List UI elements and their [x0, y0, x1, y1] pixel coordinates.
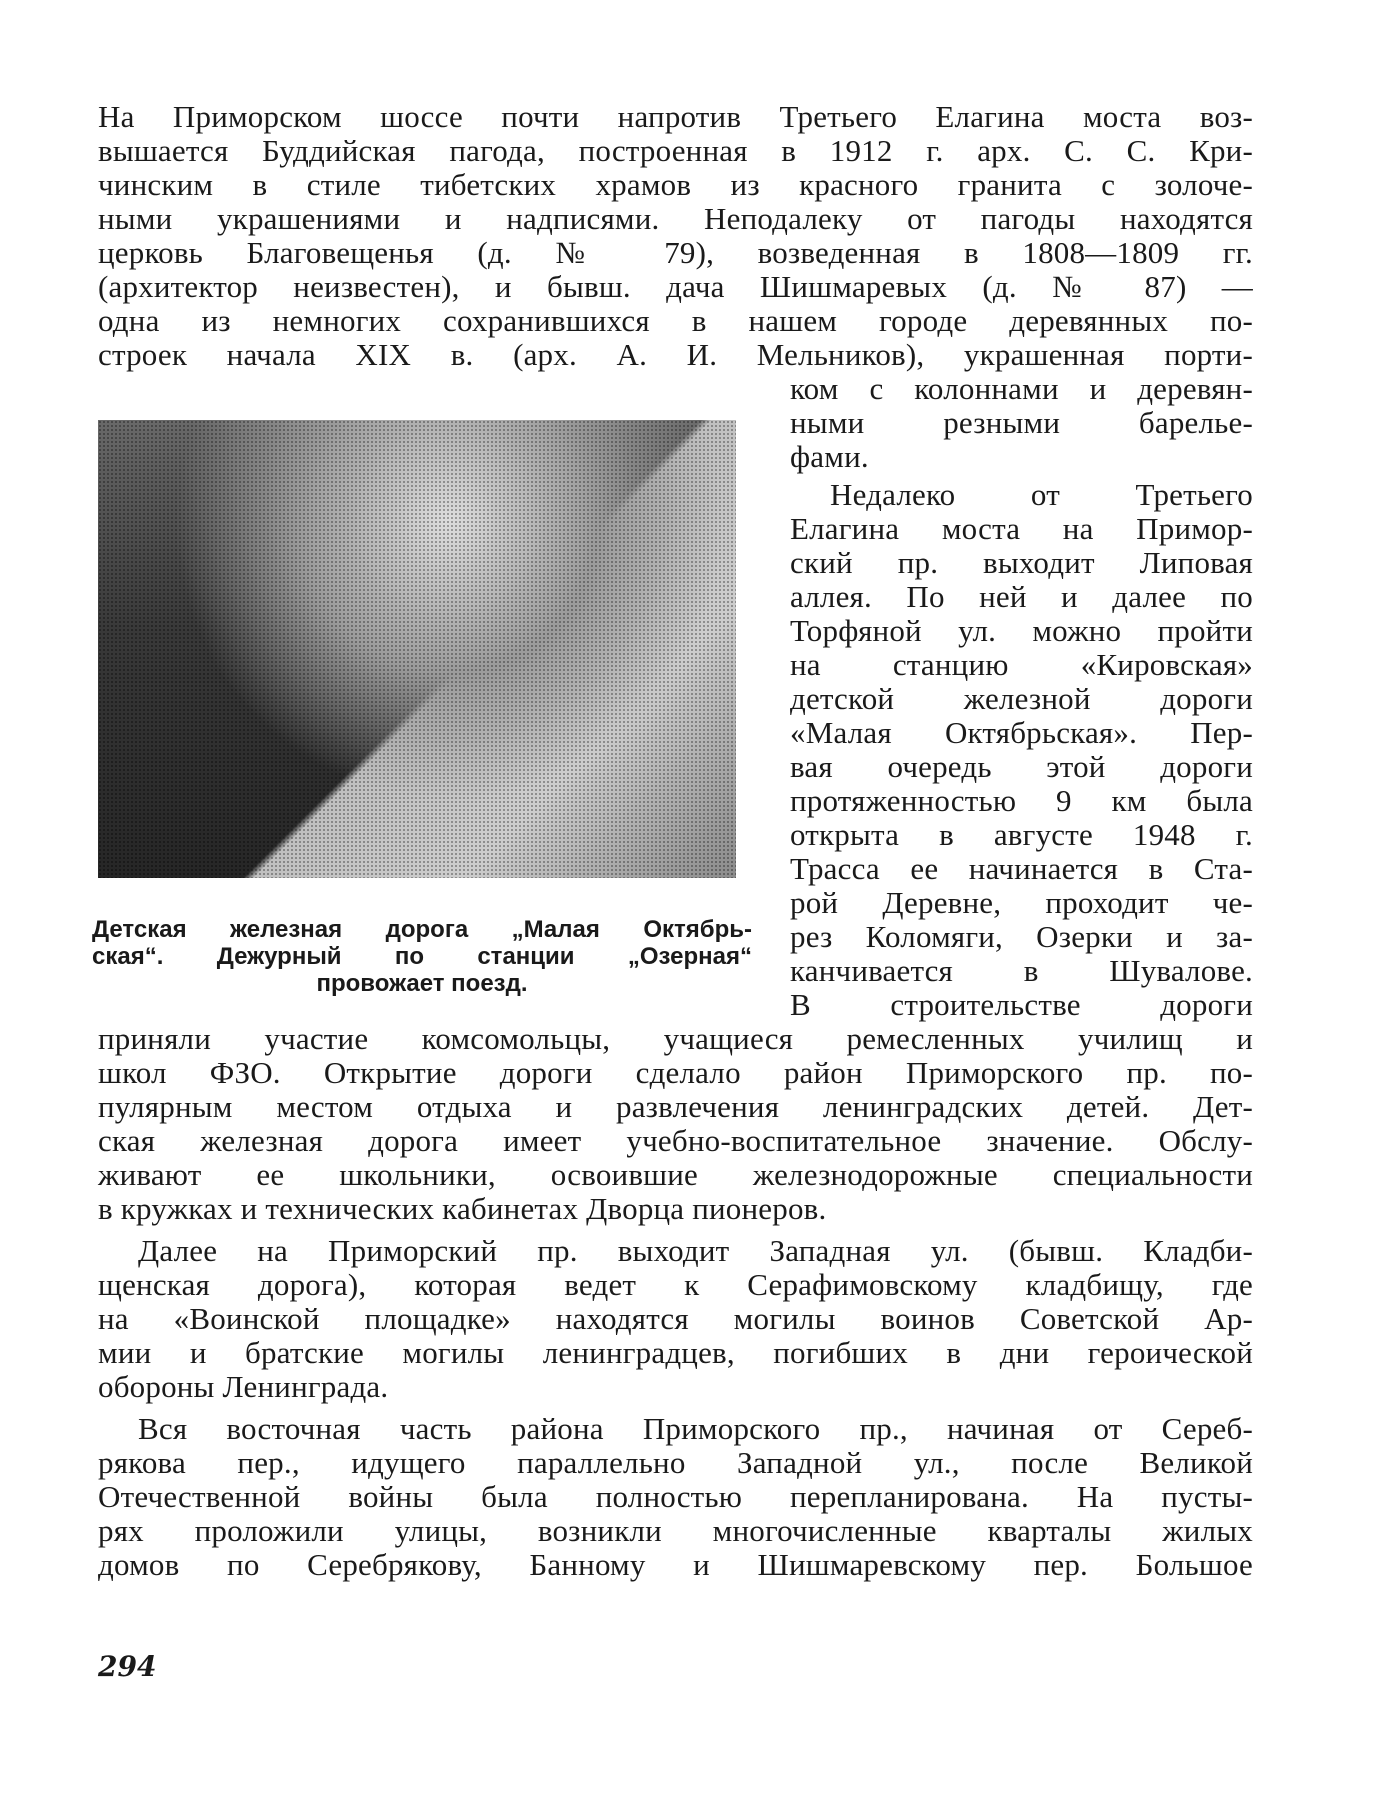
photo-caption-line: Детская железная дорога „Малая Октябрь- — [92, 916, 752, 943]
photo-caption-line: ская“. Дежурный по станции „Озерная“ — [92, 943, 752, 970]
text-line: Елагина моста на Примор- — [790, 511, 1253, 546]
train-station-photo — [98, 420, 736, 878]
text-line: рой Деревне, проходит че- — [790, 885, 1253, 920]
text-line: в кружках и технических кабинетах Дворца пионеров. — [98, 1191, 827, 1226]
text-line: Далее на Приморский пр. выходит Западная ул. (бывш. Кладби- — [138, 1233, 1253, 1268]
text-line: ными резными барелье- — [790, 405, 1253, 440]
text-line: одна из немногих сохранившихся в нашем городе деревянных по- — [98, 303, 1253, 338]
text-line: Отечественной войны была полностью перепланирована. На пусты- — [98, 1479, 1253, 1514]
text-line: церковь Благовещенья (д. № 79), возведенная в 1808—1809 гг. — [98, 235, 1253, 270]
text-line: на станцию «Кировская» — [790, 647, 1253, 682]
text-line: В строительстве дороги — [790, 987, 1253, 1022]
text-line: Вся восточная часть района Приморского пр., начиная от Сереб- — [138, 1411, 1253, 1446]
text-line: вая очередь этой дороги — [790, 749, 1253, 784]
text-line: приняли участие комсомольцы, учащиеся ремесленных училищ и — [98, 1021, 1253, 1056]
text-line: домов по Серебрякову, Банному и Шишмаревскому пер. Большое — [98, 1547, 1253, 1582]
text-line: пулярным местом отдыха и развлечения ленинградских детей. Дет- — [98, 1089, 1253, 1124]
text-line: рякова пер., идущего параллельно Западной ул., после Великой — [98, 1445, 1253, 1480]
text-line: канчивается в Шувалове. — [790, 953, 1253, 988]
text-line: открыта в августе 1948 г. — [790, 817, 1253, 852]
text-line: чинским в стиле тибетских храмов из красного гранита с золоче- — [98, 167, 1253, 202]
text-line: обороны Ленинграда. — [98, 1369, 389, 1404]
text-line: на «Воинской площадке» находятся могилы воинов Советской Ар- — [98, 1301, 1253, 1336]
text-line: ком с колоннами и деревян- — [790, 371, 1253, 406]
text-line: Недалеко от Третьего — [830, 477, 1253, 512]
text-line: аллея. По ней и далее по — [790, 579, 1253, 614]
text-line: На Приморском шоссе почти напротив Третьего Елагина моста воз- — [98, 99, 1253, 134]
text-line: щенская дорога), которая ведет к Серафимовскому кладбищу, где — [98, 1267, 1253, 1302]
text-line: фами. — [790, 439, 869, 474]
page-number: 294 — [98, 1650, 157, 1683]
text-line: ская железная дорога имеет учебно-воспитательное значение. Обслу- — [98, 1123, 1253, 1158]
photo-caption-line: провожает поезд. — [316, 970, 528, 997]
text-line: детской железной дороги — [790, 681, 1253, 716]
text-line: рях проложили улицы, возникли многочисленные кварталы жилых — [98, 1513, 1253, 1548]
text-line: ными украшениями и надписями. Неподалеку от пагоды находятся — [98, 201, 1253, 236]
text-line: рез Коломяги, Озерки и за- — [790, 919, 1253, 954]
text-line: протяженностью 9 км была — [790, 783, 1253, 818]
text-line: Торфяной ул. можно пройти — [790, 613, 1253, 648]
text-line: мии и братские могилы ленинградцев, погибших в дни героической — [98, 1335, 1253, 1370]
text-line: ский пр. выходит Липовая — [790, 545, 1253, 580]
text-line: «Малая Октябрьская». Пер- — [790, 715, 1253, 750]
text-line: живают ее школьники, освоившие железнодорожные специальности — [98, 1157, 1253, 1192]
text-line: строек начала XIX в. (арх. А. И. Мельников), украшенная порти- — [98, 337, 1253, 372]
text-line: школ ФЗО. Открытие дороги сделало район Приморского пр. по- — [98, 1055, 1253, 1090]
text-line: Трасса ее начинается в Ста- — [790, 851, 1253, 886]
text-line: (архитектор неизвестен), и бывш. дача Шишмаревых (д. № 87) — — [98, 269, 1253, 304]
text-line: вышается Буддийская пагода, построенная в 1912 г. арх. С. С. Кри- — [98, 133, 1253, 168]
